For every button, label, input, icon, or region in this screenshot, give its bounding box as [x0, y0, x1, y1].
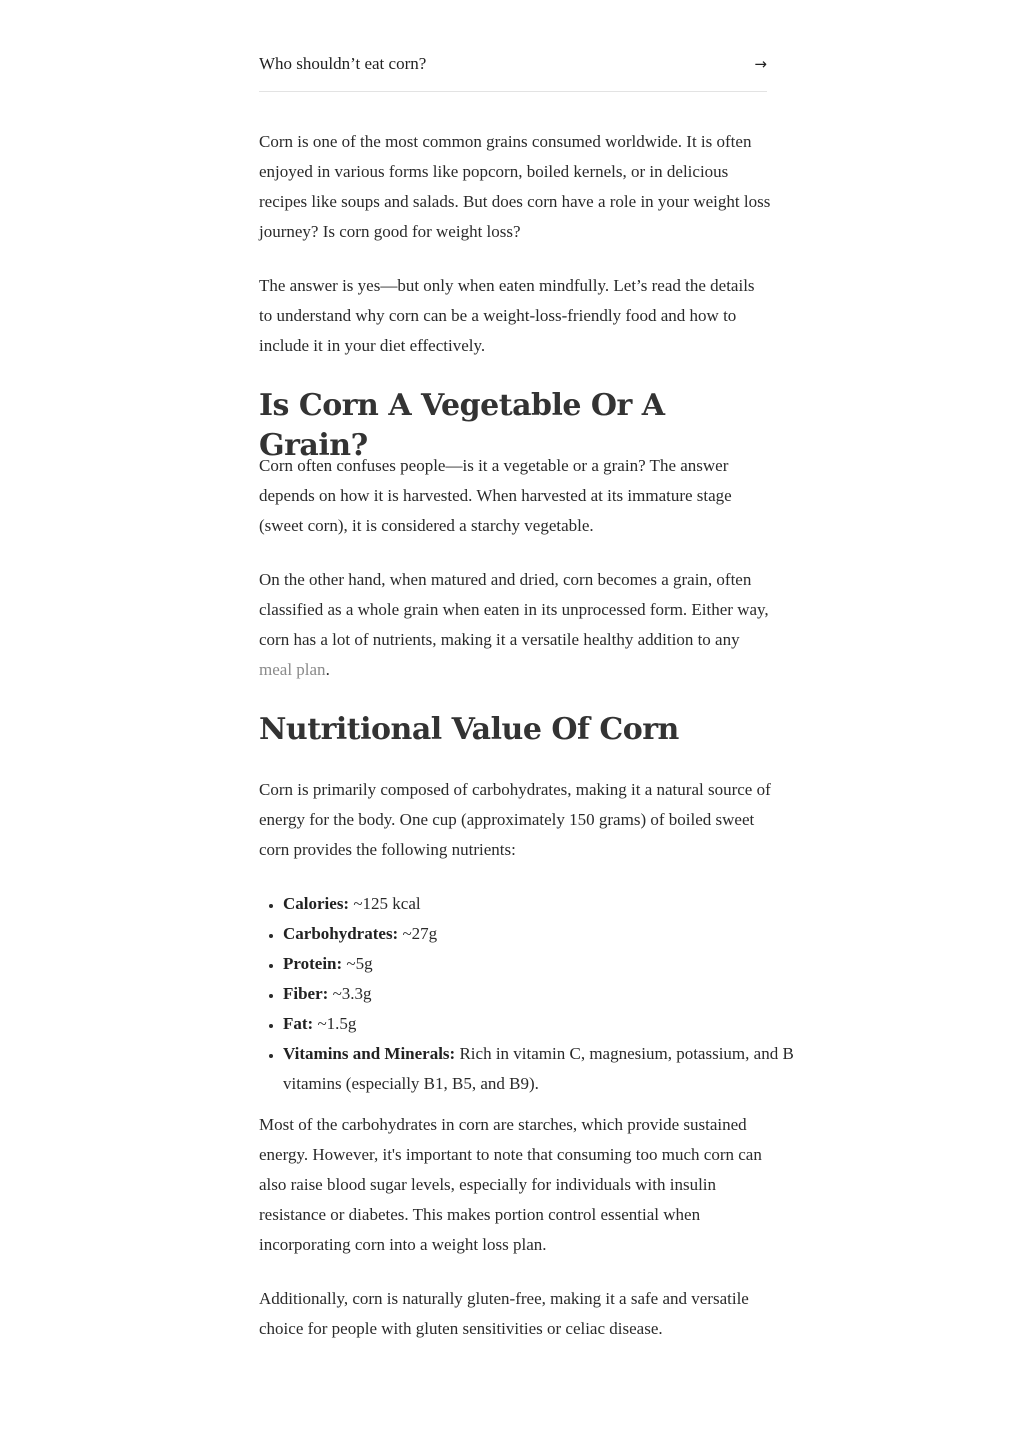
toc-item-who-shouldnt-eat-corn[interactable]: [259, 44, 767, 92]
section1-paragraph-2-text: On the other hand, when matured and dried, corn becomes a grain, often classified as a whole grain when eaten in its unprocessed form. Either way, corn has a lot of nutrients, making it a versatile healthy addition to any: [259, 570, 769, 649]
section2-intro-paragraph: Corn is primarily composed of carbohydrates, making it a natural source of energy for the body. One cup (approximately 150 grams) of boiled sweet corn provides the following nutrients:: [259, 780, 771, 859]
nutrient-value: ~3.3g: [328, 984, 372, 1003]
nutrient-value: ~1.5g: [313, 1014, 357, 1033]
nutrient-item: [283, 1039, 795, 1099]
arrow-right-icon: →: [754, 55, 767, 73]
section2-paragraph-2: Most of the carbohydrates in corn are starches, which provide sustained energy. However, it's important to note that consuming too much corn can also raise blood sugar levels, especially for individuals with insulin resistance or diabetes. This makes portion control essential when incorporating corn into a weight loss plan.: [259, 1115, 762, 1254]
nutrient-label: Calories:: [283, 894, 350, 913]
nutrient-value: ~125 kcal: [349, 894, 421, 913]
intro-paragraph-2: The answer is yes—but only when eaten mindfully. Let’s read the details to understand why corn can be a weight-loss-friendly food and how to include it in your diet effectively.: [259, 276, 755, 355]
nutrient-label: Protein:: [283, 954, 343, 973]
section2-paragraph-3: Additionally, corn is naturally gluten-free, making it a safe and versatile choice for people with gluten sensitivities or celiac disease.: [259, 1289, 749, 1338]
nutrient-value: ~27g: [398, 924, 438, 943]
nutrient-item: [283, 979, 795, 1009]
intro-paragraph-1: Corn is one of the most common grains consumed worldwide. It is often enjoyed in various forms like popcorn, boiled kernels, or in delicious recipes like soups and salads. But does corn have a role in your weight loss journey? Is corn good for weight loss?: [259, 132, 771, 241]
nutrient-item: [283, 1009, 795, 1039]
section1-paragraph-2: [259, 565, 771, 685]
nutrient-label: Carbohydrates:: [283, 924, 399, 943]
section-heading-nutritional-value: Nutritional Value Of Corn: [259, 712, 679, 747]
section1-paragraph-2-end: .: [325, 660, 330, 679]
nutrient-item: [283, 889, 795, 919]
nutrient-list: [259, 889, 795, 1099]
nutrient-label: Vitamins and Minerals:: [283, 1044, 456, 1063]
nutrient-item: [283, 919, 795, 949]
nutrient-label: Fat:: [283, 1014, 314, 1033]
toc-item-label: Who shouldn’t eat corn?: [259, 54, 427, 73]
nutrient-label: Fiber:: [283, 984, 329, 1003]
section1-paragraph-1: Corn often confuses people—is it a vegetable or a grain? The answer depends on how it is harvested. When harvested at its immature stage (sweet corn), it is considered a starchy vegetable.: [259, 456, 732, 535]
meal-plan-link[interactable]: meal plan: [259, 660, 326, 679]
nutrient-value: ~5g: [342, 954, 373, 973]
nutrient-item: [283, 949, 795, 979]
nutrient-value: Rich in vitamin C, magnesium, potassium, and B vitamins (especially B1, B5, and B9).: [283, 1044, 794, 1093]
section-heading-vegetable-or-grain: Is Corn A Vegetable Or A Grain?: [259, 388, 665, 463]
